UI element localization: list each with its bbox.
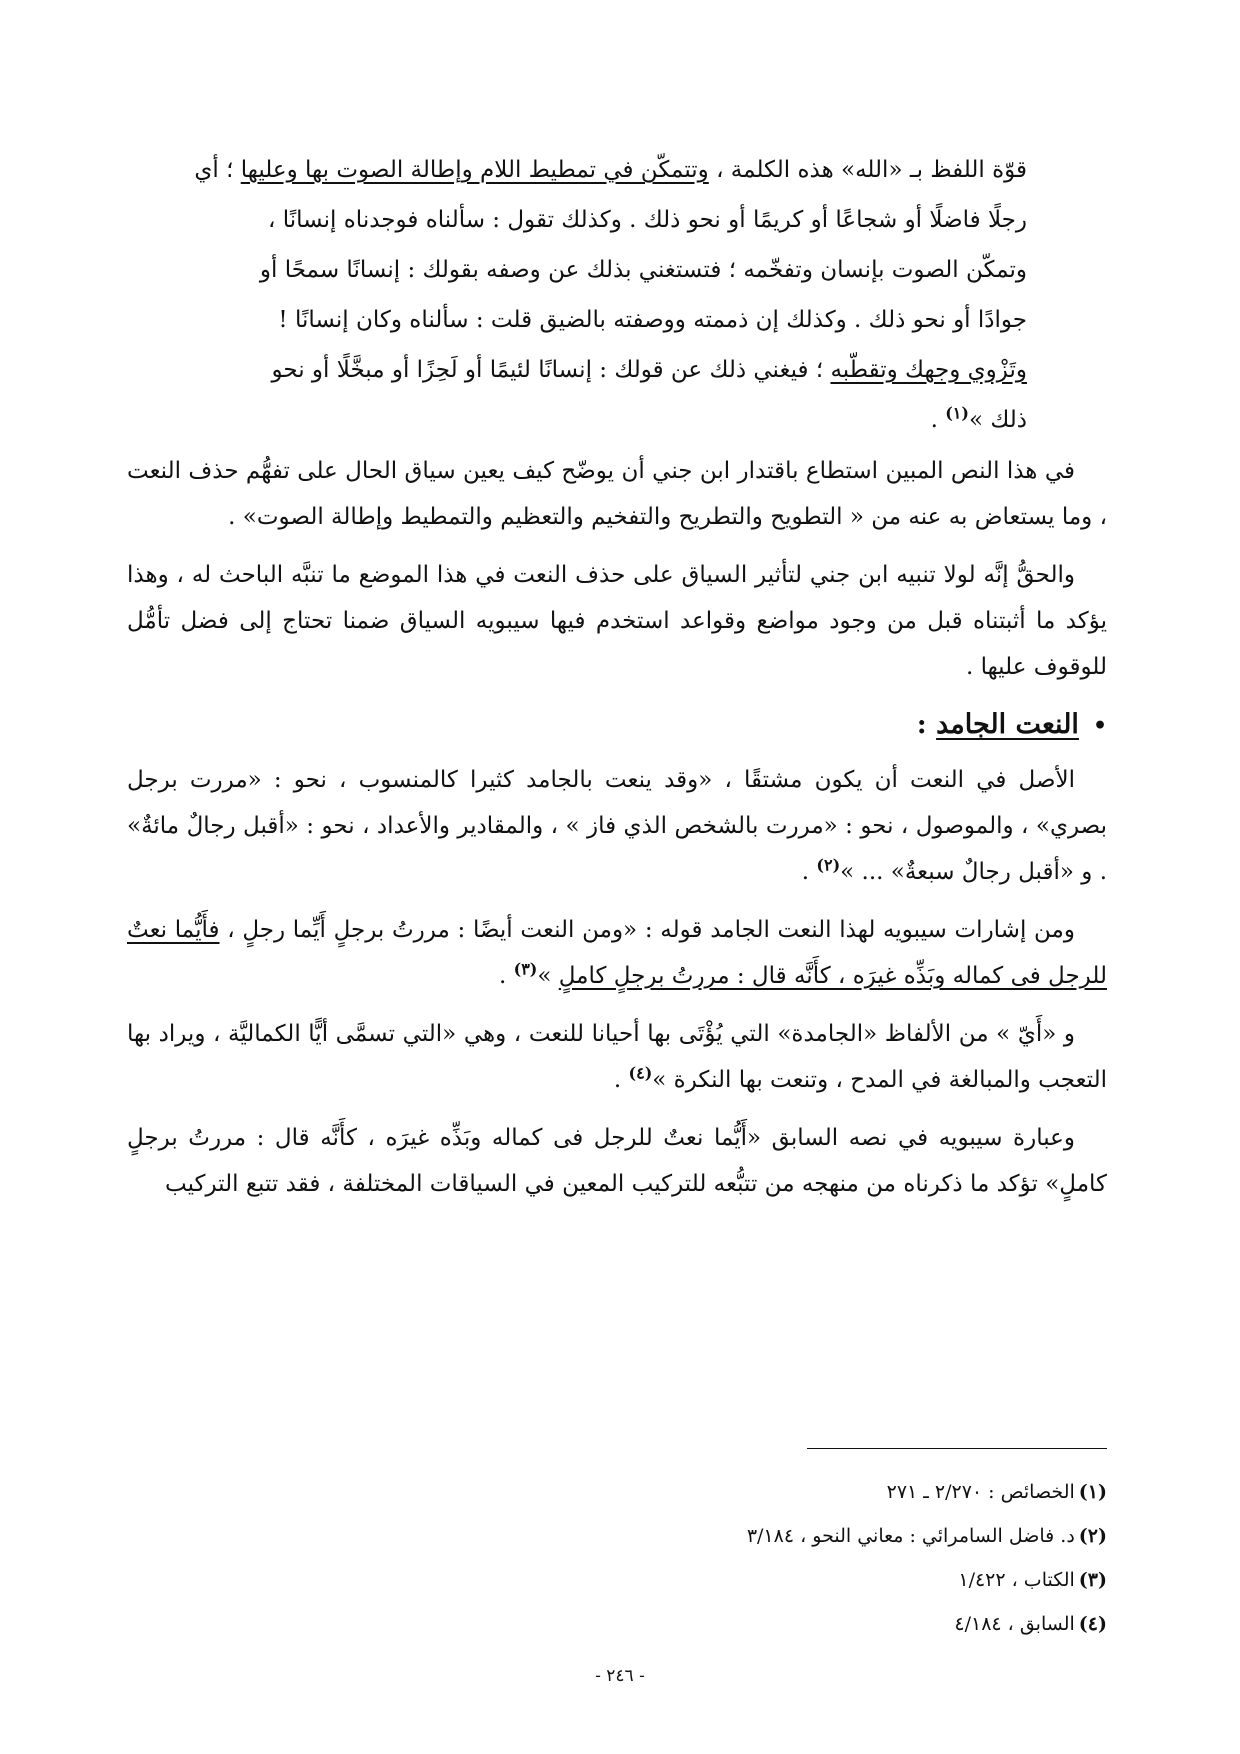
footnote: (١)الخصائص : ٢/٢٧٠ ـ ٢٧١ <box>886 1481 1107 1503</box>
footnote: (٤)السابق ، ٤/١٨٤ <box>954 1613 1107 1635</box>
footnote-number: (١) <box>1078 1481 1107 1503</box>
footnote-divider <box>807 1448 1107 1449</box>
paragraph: في هذا النص المبين استطاع باقتدار ابن جني أن يوضّح كيف يعين سياق الحال على تفهُّم حذف النعت ، وما يستعاض به عنه من « التطويح والتطريح والتفخيم والتعظيم والتمطيط وإطالة الصوت» . <box>127 458 1107 530</box>
paragraph: وعبارة سيبويه في نصه السابق «أَيُّما نعتٌ للرجل فى كماله وبَذِّه غيرَه ، كأَنَّه قال : مررتُ برجلٍ كاملٍ» تؤكد ما ذكرناه من منهجه من تتبُّعه للتركيب المعين في السياقات المختلفة ، فقد تتبع التركيب <box>127 1125 1107 1197</box>
footnotes <box>407 1470 1107 1646</box>
paragraph: و «أَيّ » من الألفاظ «الجامدة» التي يُؤْتَى بها أحيانا للنعت ، وهي «التي تسمَّى أيًّا الكماليَّة ، ويراد بها التعجب والمبالغة في المدح ، وتنعت بها النكرة »$^{(٤)}$ . <box>127 1021 1107 1093</box>
quote-line: وتمكّن الصوت بإنسان وتفخّمه ؛ فتستغني بذلك عن وصفه بقولك : إنسانًا سمحًا أو <box>259 257 1027 283</box>
bullet-icon: • <box>1092 713 1107 739</box>
footnote-ref: (٣) <box>513 959 538 979</box>
body-text <box>127 448 1107 1219</box>
paragraph: ومن إشارات سيبويه لهذا النعت الجامد قوله : «ومن النعت أيضًا : مررتُ برجلٍ أَيِّما رجلٍ ، فأَيُّما نعتٌ للرجل فى كماله وبَذِّه غيرَه ، كأَنَّه قال : مررتُ برجلٍ كاملٍ »$^{(٣)}$ . <box>127 917 1107 989</box>
footnote: (٢)د. فاضل السامرائي : معاني النحو ، ٣/١٨٤ <box>746 1525 1107 1547</box>
footnote-ref: (٢) <box>816 855 841 875</box>
quote-line: ذلك »$^{(١)}$ . <box>930 403 1027 433</box>
footnote-ref: (١) <box>945 403 969 423</box>
section-title: النعت الجامد <box>936 709 1079 740</box>
quote-line: قوّة اللفظ بـ «الله» هذه الكلمة ، وتتمكّن في تمطيط اللام وإطالة الصوت بها وعليها ؛ أي <box>194 157 1027 183</box>
underlined-text: وتتمكّن في تمطيط اللام وإطالة الصوت بها وعليها <box>240 157 709 183</box>
footnote-number: (٢) <box>1078 1525 1107 1547</box>
quote-line: رجلًا فاضلًا أو شجاعًا أو كريمًا أو نحو ذلك . وكذلك تقول : سألناه فوجدناه إنسانًا ، <box>267 207 1027 233</box>
quote-line: جوادًا أو نحو ذلك . وكذلك إن ذممته ووصفته بالضيق قلت : سألناه وكان إنسانًا ! <box>278 307 1027 333</box>
quote-line: وتَزْوي وجهك وتقطّبه ؛ فيغني ذلك عن قولك : إنسانًا لئيمًا أو لَحِزًا أو مبخَّلًا أو نحو <box>271 357 1027 383</box>
page-number: - ٢٤٦ - <box>595 1666 645 1686</box>
section-heading: •النعت الجامد : <box>916 709 1107 740</box>
footnote-number: (٣) <box>1078 1569 1107 1591</box>
paragraph: الأصل في النعت أن يكون مشتقًا ، «وقد ينعت بالجامد كثيرا كالمنسوب ، نحو : «مررت برجل بصري» ، والموصول ، نحو : «مررت بالشخص الذي فاز » ، والمقادير والأعداد ، نحو : «أقبل رجالٌ مائةٌ» . و «أقبل رجالٌ سبعةٌ» ... »$^{(٢)}$ . <box>127 767 1107 885</box>
paragraph: والحقُّ إنَّه لولا تنبيه ابن جني لتأثير السياق على حذف النعت في هذا الموضع ما تنبَّه الباحث له ، وهذا يؤكد ما أثبتناه قبل من وجود مواضع وقواعد استخدم فيها سيبويه السياق ضمنا تحتاج إلى فضل تأمُّل للوقوف عليها . <box>127 562 1107 680</box>
quote-block <box>167 145 1027 445</box>
footnote: (٣)الكتاب ، ١/٤٢٢ <box>958 1569 1107 1591</box>
underlined-text: فأَيُّما نعتٌ للرجل فى كماله وبَذِّه غيرَه ، كأَنَّه قال : مررتُ برجلٍ كاملٍ <box>127 917 1107 989</box>
footnote-ref: (٤) <box>628 1063 653 1083</box>
underlined-text: وتَزْوي وجهك وتقطّبه <box>830 357 1027 383</box>
footnote-number: (٤) <box>1078 1613 1107 1635</box>
